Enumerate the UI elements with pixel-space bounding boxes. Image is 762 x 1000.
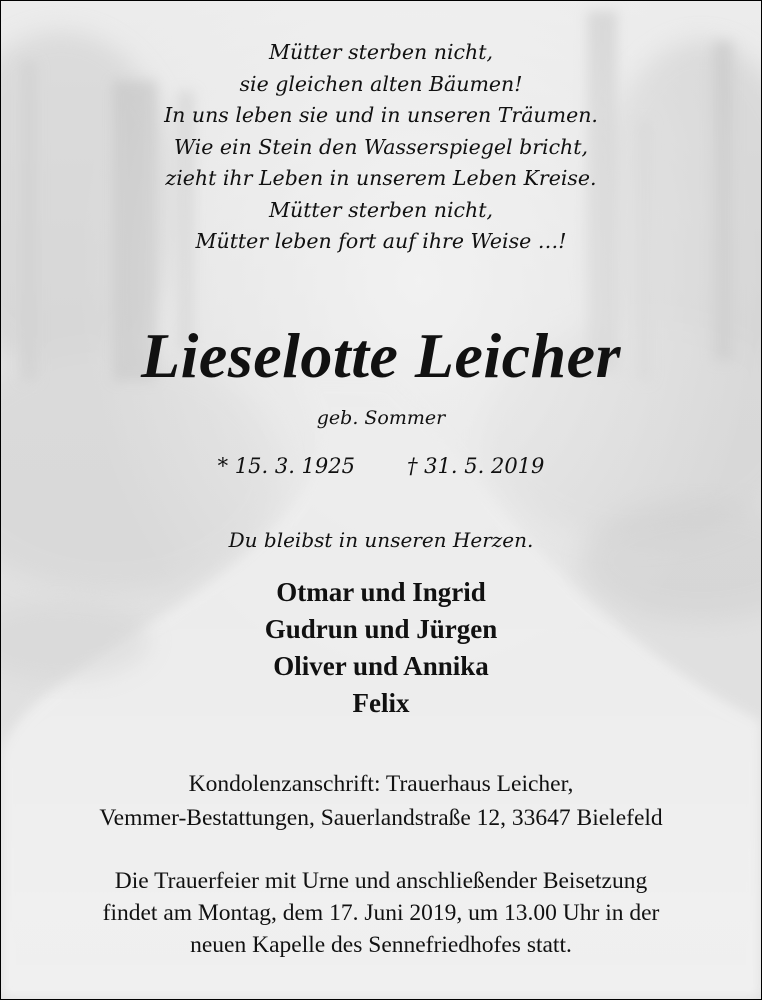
funeral-service-info bbox=[1, 865, 761, 961]
birth-name: geb. Sommer bbox=[316, 407, 446, 429]
condolence-line: Vemmer-Bestattungen, Sauerlandstraße 12, 33647 Bielefeld bbox=[99, 805, 663, 831]
deceased-name: Lieselotte Leicher bbox=[141, 320, 621, 391]
service-line: Die Trauerfeier mit Urne und anschließender Beisetzung bbox=[114, 868, 648, 894]
farewell-line: Du bleibst in unseren Herzen. bbox=[228, 528, 534, 552]
death-date: † 31. 5. 2019 bbox=[407, 454, 545, 478]
family-member: Felix bbox=[352, 688, 410, 718]
service-line: findet am Montag, dem 17. Juni 2019, um 13.00 Uhr in der bbox=[102, 900, 660, 926]
poem-line: Mütter sterben nicht, bbox=[269, 197, 493, 222]
family-names bbox=[1, 574, 761, 722]
condolence-address bbox=[1, 767, 761, 835]
poem-line: sie gleichen alten Bäumen! bbox=[239, 71, 523, 96]
family-member: Gudrun und Jürgen bbox=[264, 614, 498, 644]
condolence-line: Kondolenzanschrift: Trauerhaus Leicher, bbox=[188, 771, 574, 797]
family-member: Otmar und Ingrid bbox=[276, 577, 486, 607]
life-dates bbox=[1, 451, 761, 481]
birth-date: * 15. 3. 1925 bbox=[217, 454, 355, 478]
memorial-poem bbox=[1, 37, 761, 258]
poem-line: zieht ihr Leben in unserem Leben Kreise. bbox=[165, 166, 597, 190]
poem-line: Mütter sterben nicht, bbox=[269, 40, 493, 64]
family-member: Oliver und Annika bbox=[273, 651, 489, 681]
poem-line: Mütter leben fort auf ihre Weise …! bbox=[195, 229, 567, 253]
poem-line: In uns leben sie und in unseren Träumen. bbox=[164, 103, 598, 127]
notice-content bbox=[1, 1, 761, 999]
service-line: neuen Kapelle des Sennefriedhofes statt. bbox=[190, 932, 572, 958]
poem-line: Wie ein Stein den Wasserspiegel bricht, bbox=[173, 134, 589, 159]
